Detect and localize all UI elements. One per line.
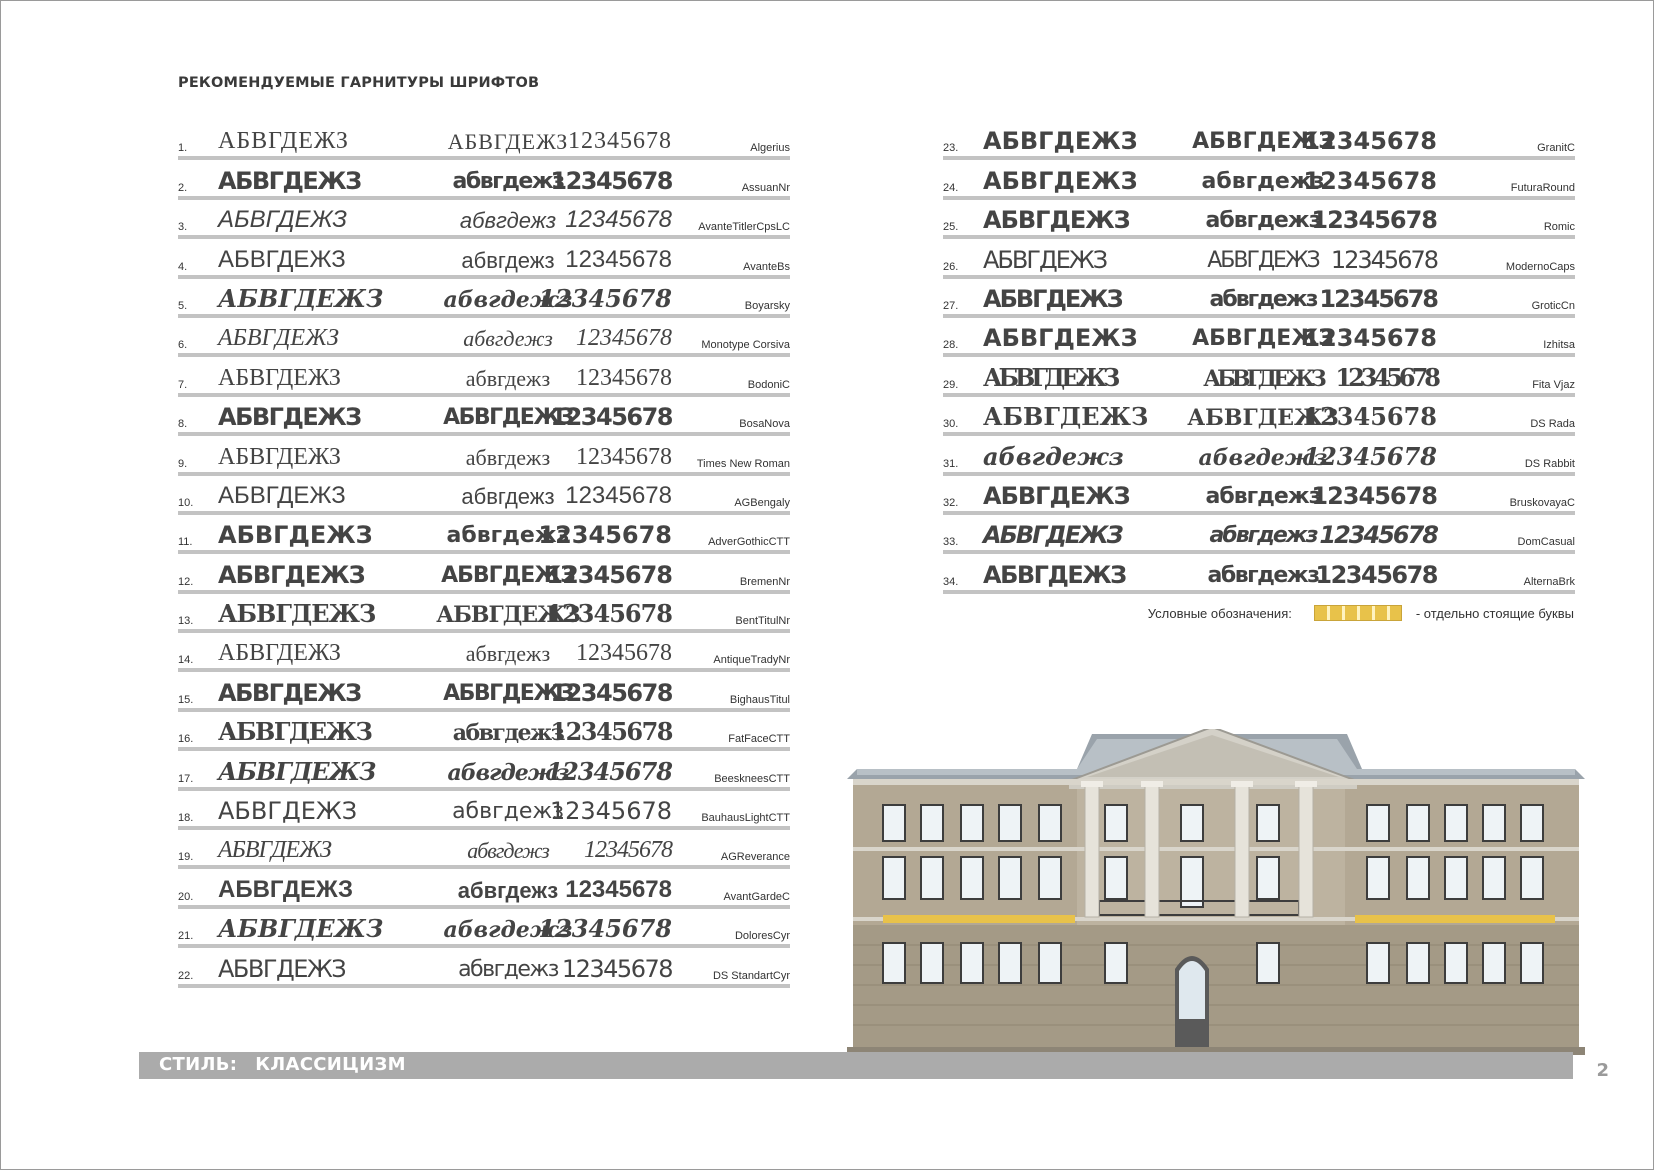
sample-digits: 12345678 xyxy=(1303,166,1437,195)
sample-uppercase: АБВГДЕЖЗ xyxy=(983,166,1138,195)
font-number: 32. xyxy=(943,496,959,509)
font-number: 14. xyxy=(178,654,194,667)
sample-digits: 12345678 xyxy=(565,206,672,234)
font-row xyxy=(178,279,790,318)
font-row xyxy=(943,121,1575,160)
sample-uppercase: АБВГДЕЖЗ xyxy=(218,166,361,195)
sample-digits: 12345678 xyxy=(565,481,672,509)
font-number: 23. xyxy=(943,142,959,155)
font-name: Izhitsa xyxy=(1543,339,1575,352)
sample-lowercase: абвгдежз xyxy=(1201,168,1325,194)
font-number: 4. xyxy=(178,260,188,273)
sample-digits: 12345678 xyxy=(565,245,672,273)
sample-uppercase: АБВГДЕЖЗ xyxy=(218,206,348,234)
sample-uppercase: АБВГДЕЖЗ xyxy=(218,717,372,747)
sample-uppercase: АБВГДЕЖЗ xyxy=(983,560,1126,589)
font-name: DS Rabbit xyxy=(1524,457,1575,470)
font-number: 16. xyxy=(178,733,194,746)
sample-lowercase: абвгдежз xyxy=(461,247,555,273)
sample-lowercase: абвгдежз xyxy=(465,444,551,470)
font-number: 13. xyxy=(178,615,194,628)
sample-lowercase: абвгдежз xyxy=(452,799,564,825)
font-name: BosaNova xyxy=(739,418,790,431)
font-row xyxy=(178,909,790,948)
style-label: СТИЛЬ: xyxy=(159,1054,238,1075)
font-name: Boyarsky xyxy=(744,299,790,312)
sample-digits: 12345678 xyxy=(584,837,672,864)
sample-uppercase: АБВГДЕЖЗ xyxy=(218,837,331,864)
font-row xyxy=(178,160,790,199)
font-name: AGReverance xyxy=(720,851,790,864)
sample-lowercase: абвгдежз xyxy=(467,838,549,864)
sample-uppercase: абвгдежз xyxy=(983,441,1124,471)
font-name: BentTitulNr xyxy=(735,615,790,628)
building-facade-illustration xyxy=(847,729,1585,1055)
sample-digits: 12345678 xyxy=(1315,560,1437,589)
font-number: 3. xyxy=(178,221,188,234)
sample-digits: 12345678 xyxy=(1311,206,1437,235)
sample-digits: 12345678 xyxy=(1303,441,1437,471)
font-row xyxy=(178,121,790,160)
font-name: AdverGothicCTT xyxy=(708,536,790,549)
font-number: 21. xyxy=(178,930,194,943)
font-name: Algerius xyxy=(750,142,790,155)
sample-digits: 12345678 xyxy=(1303,324,1437,353)
font-number: 19. xyxy=(178,851,194,864)
font-name: DS StandartCyr xyxy=(712,969,790,982)
sample-digits: 12345678 xyxy=(1303,402,1437,432)
legend-label: Условные обозначения: xyxy=(1147,605,1292,621)
page-heading: РЕКОМЕНДУЕМЫЕ ГАРНИТУРЫ ШРИФТОВ xyxy=(178,75,540,91)
font-row xyxy=(943,515,1575,554)
sample-digits: 12345678 xyxy=(546,599,672,629)
font-row xyxy=(178,633,790,672)
font-number: 15. xyxy=(178,693,194,706)
footer-style xyxy=(159,1054,406,1075)
legend-description: - отдельно стоящие буквы xyxy=(1415,605,1574,621)
sample-lowercase: абвгдежз xyxy=(452,720,564,747)
sample-digits: 12345678 xyxy=(576,364,672,391)
font-name: DS Rada xyxy=(1530,418,1575,431)
sample-uppercase: АБВГДЕЖЗ xyxy=(218,245,346,273)
font-name: GranitC xyxy=(1537,142,1575,155)
font-number: 24. xyxy=(943,181,959,194)
font-number: 11. xyxy=(178,536,193,549)
font-number: 26. xyxy=(943,260,959,273)
font-name: AlternaBrk xyxy=(1523,575,1575,588)
sample-uppercase: АБВГДЕЖЗ xyxy=(983,127,1138,156)
sample-uppercase: АБВГДЕЖЗ xyxy=(983,324,1138,353)
sample-lowercase: абвгдежз xyxy=(1207,562,1319,588)
sample-lowercase: абвгдежз xyxy=(1205,483,1321,509)
sample-lowercase: абвгдежз xyxy=(443,917,573,944)
font-name: BruskovayaC xyxy=(1509,496,1575,509)
font-name: Times New Roman xyxy=(696,457,790,470)
sample-lowercase: АБВГДЕЖЗ xyxy=(447,129,569,155)
sample-digits: 12345678 xyxy=(1330,245,1437,274)
sample-digits: 12345678 xyxy=(561,954,672,983)
font-row xyxy=(178,869,790,908)
font-row xyxy=(178,948,790,987)
sample-digits: 12345678 xyxy=(1335,362,1437,392)
sample-uppercase: АБВГДЕЖЗ xyxy=(983,206,1130,235)
sample-uppercase: АБВГДЕЖЗ xyxy=(983,284,1122,313)
font-name: AvanteBs xyxy=(743,260,790,273)
font-name: BodoniC xyxy=(747,378,790,391)
style-value: КЛАССИЦИЗМ xyxy=(255,1054,406,1075)
sample-lowercase: АБВГДЕЖЗ xyxy=(443,405,573,431)
font-row xyxy=(178,594,790,633)
sample-uppercase: АБВГДЕЖЗ xyxy=(218,128,349,155)
letter-blocks-swatch-icon xyxy=(1314,605,1402,621)
sample-lowercase: АБВГДЕЖЗ xyxy=(1192,326,1334,352)
sample-lowercase: абвгдежз xyxy=(452,168,564,194)
page-number: 2 xyxy=(1596,1060,1609,1081)
sample-lowercase: абвгдежз xyxy=(1209,523,1317,549)
sample-uppercase: АБВГДЕЖЗ xyxy=(218,443,341,470)
sample-digits: 12345678 xyxy=(1303,127,1437,156)
font-row xyxy=(178,397,790,436)
font-number: 5. xyxy=(178,299,188,312)
sample-lowercase: абвгдежз xyxy=(458,956,558,982)
sample-uppercase: АБВГДЕЖЗ xyxy=(218,325,339,352)
sample-lowercase: абвгдежз xyxy=(446,523,570,549)
sample-uppercase: АБВГДЕЖЗ xyxy=(218,560,365,589)
sample-uppercase: АБВГДЕЖЗ xyxy=(218,756,376,786)
font-row xyxy=(943,436,1575,475)
font-row xyxy=(943,279,1575,318)
font-name: FuturaRound xyxy=(1510,181,1575,194)
sample-digits: 12345678 xyxy=(538,914,672,944)
font-row xyxy=(943,318,1575,357)
sample-lowercase: абвгдежз xyxy=(1205,208,1321,234)
font-number: 31. xyxy=(943,457,959,470)
font-number: 12. xyxy=(178,575,194,588)
font-row xyxy=(943,476,1575,515)
sample-digits: 12345678 xyxy=(549,797,672,826)
sample-uppercase: АБВГДЕЖЗ xyxy=(218,481,346,509)
font-row xyxy=(178,318,790,357)
font-name: GroticCn xyxy=(1531,299,1575,312)
font-name: FatFaceCTT xyxy=(728,733,790,746)
font-name: AvanteTitlerCpsLC xyxy=(698,221,790,234)
sample-uppercase: АБВГДЕЖЗ xyxy=(218,403,361,432)
sample-uppercase: АБВГДЕЖЗ xyxy=(218,364,341,391)
sample-digits: 12345678 xyxy=(1319,284,1437,313)
sample-digits: 12345678 xyxy=(576,640,672,667)
font-row xyxy=(178,791,790,830)
sample-lowercase: АБВГДЕЖЗ xyxy=(1207,247,1319,273)
sample-lowercase: абвгдежз xyxy=(1209,286,1317,312)
font-row xyxy=(178,239,790,278)
sample-uppercase: АБВГДЕЖЗ xyxy=(983,402,1149,432)
sample-uppercase: АБВГДЕЖЗ xyxy=(218,875,354,903)
sample-uppercase: АБВГДЕЖЗ xyxy=(983,245,1107,274)
font-name: BeesknеesCTT xyxy=(714,772,790,785)
font-row xyxy=(943,200,1575,239)
sample-digits: 12345678 xyxy=(546,560,672,589)
font-number: 22. xyxy=(178,969,194,982)
font-name: ModernoCaps xyxy=(1505,260,1575,273)
font-name: Monotype Corsiva xyxy=(701,339,790,352)
sample-uppercase: АБВГДЕЖЗ xyxy=(218,283,384,313)
font-number: 30. xyxy=(943,418,959,431)
font-row xyxy=(943,397,1575,436)
font-row xyxy=(178,712,790,751)
sample-digits: 12345678 xyxy=(550,166,672,195)
sign-strip-left xyxy=(883,915,1075,923)
font-name: AvantGardeC xyxy=(723,890,790,903)
font-number: 2. xyxy=(178,181,188,194)
font-number: 8. xyxy=(178,418,188,431)
sample-uppercase: АБВГДЕЖЗ xyxy=(218,678,361,707)
sample-digits: 12345678 xyxy=(550,717,672,747)
sample-lowercase: АБВГДЕЖЗ xyxy=(1192,129,1334,155)
sample-digits: 12345678 xyxy=(576,325,672,352)
font-name: Fita Vjaz xyxy=(1532,378,1575,391)
sample-lowercase: абвгдежз xyxy=(465,641,551,667)
sample-digits: 12345678 xyxy=(550,678,672,707)
sample-digits: 12345678 xyxy=(565,875,672,903)
font-number: 1. xyxy=(178,142,188,155)
sample-digits: 12345678 xyxy=(538,521,672,550)
sample-lowercase: АБВГДЕЖЗ xyxy=(1203,365,1323,392)
sample-digits: 12345678 xyxy=(550,403,672,432)
font-number: 33. xyxy=(943,536,959,549)
font-row xyxy=(178,751,790,790)
font-name: AssuanNr xyxy=(741,181,790,194)
font-name: BighausTitul xyxy=(729,693,790,706)
sample-lowercase: абвгдежз xyxy=(461,483,555,509)
font-name: AntiqueTradyNr xyxy=(713,654,790,667)
font-number: 9. xyxy=(178,457,188,470)
sample-lowercase: абвгдежз xyxy=(1198,444,1328,471)
sample-uppercase: АБВГДЕЖЗ xyxy=(218,954,346,983)
sample-lowercase: АБВГДЕЖЗ xyxy=(443,680,573,706)
font-number: 27. xyxy=(943,299,959,312)
sample-digits: 12345678 xyxy=(568,128,672,155)
sample-lowercase: АБВГДЕЖЗ xyxy=(436,602,580,629)
font-name: Romic xyxy=(1543,221,1575,234)
sample-digits: 12345678 xyxy=(1319,521,1437,550)
font-row xyxy=(178,200,790,239)
font-row xyxy=(943,160,1575,199)
font-row xyxy=(943,554,1575,593)
sample-digits: 12345678 xyxy=(576,443,672,470)
sign-strip-right xyxy=(1355,915,1555,923)
font-row xyxy=(178,476,790,515)
sample-lowercase: абвгдежз xyxy=(457,877,559,903)
font-row xyxy=(178,515,790,554)
sample-uppercase: АБВГДЕЖЗ xyxy=(218,521,373,550)
sample-uppercase: АБВГДЕЖЗ xyxy=(218,640,341,667)
font-list-right xyxy=(943,121,1575,594)
font-row xyxy=(178,357,790,396)
font-name: DomCasual xyxy=(1517,536,1575,549)
font-number: 10. xyxy=(178,496,194,509)
sample-digits: 12345678 xyxy=(538,283,672,313)
sample-uppercase: АБВГДЕЖЗ xyxy=(983,521,1122,550)
font-number: 25. xyxy=(943,221,959,234)
font-name: BauhausLightCTT xyxy=(701,812,790,825)
font-row xyxy=(178,436,790,475)
font-number: 29. xyxy=(943,378,959,391)
sample-lowercase: абвгдежз xyxy=(443,286,573,313)
font-number: 28. xyxy=(943,339,959,352)
legend xyxy=(1148,605,1574,621)
font-list-left xyxy=(178,121,790,988)
sample-lowercase: абвгдежз xyxy=(447,759,569,786)
sample-uppercase: АБВГДЕЖЗ xyxy=(983,481,1130,510)
sample-lowercase: АБВГДЕЖЗ xyxy=(1187,405,1339,432)
sample-lowercase: АБВГДЕЖЗ xyxy=(441,562,575,588)
font-name: AGBengaly xyxy=(734,496,790,509)
sample-digits: 12345678 xyxy=(546,756,672,786)
font-number: 6. xyxy=(178,339,188,352)
font-row xyxy=(178,672,790,711)
font-number: 20. xyxy=(178,890,194,903)
sample-uppercase: АБВГДЕЖЗ xyxy=(218,914,384,944)
sample-lowercase: абвгдежз xyxy=(459,208,557,234)
cornice xyxy=(853,779,1579,785)
font-number: 7. xyxy=(178,378,188,391)
font-name: BremenNr xyxy=(739,575,790,588)
font-number: 17. xyxy=(178,772,194,785)
sample-lowercase: абвгдежз xyxy=(463,326,553,352)
font-name: DoloresCyr xyxy=(734,930,790,943)
sample-uppercase: АБВГДЕЖЗ xyxy=(983,362,1117,392)
font-row xyxy=(943,239,1575,278)
sample-lowercase: абвгдежз xyxy=(465,365,551,391)
font-row xyxy=(178,554,790,593)
font-row xyxy=(178,830,790,869)
sample-uppercase: АБВГДЕЖЗ xyxy=(218,797,358,826)
sample-uppercase: АБВГДЕЖЗ xyxy=(218,599,376,629)
font-row xyxy=(943,357,1575,396)
sample-digits: 12345678 xyxy=(1311,481,1437,510)
font-number: 34. xyxy=(943,575,959,588)
font-number: 18. xyxy=(178,812,194,825)
